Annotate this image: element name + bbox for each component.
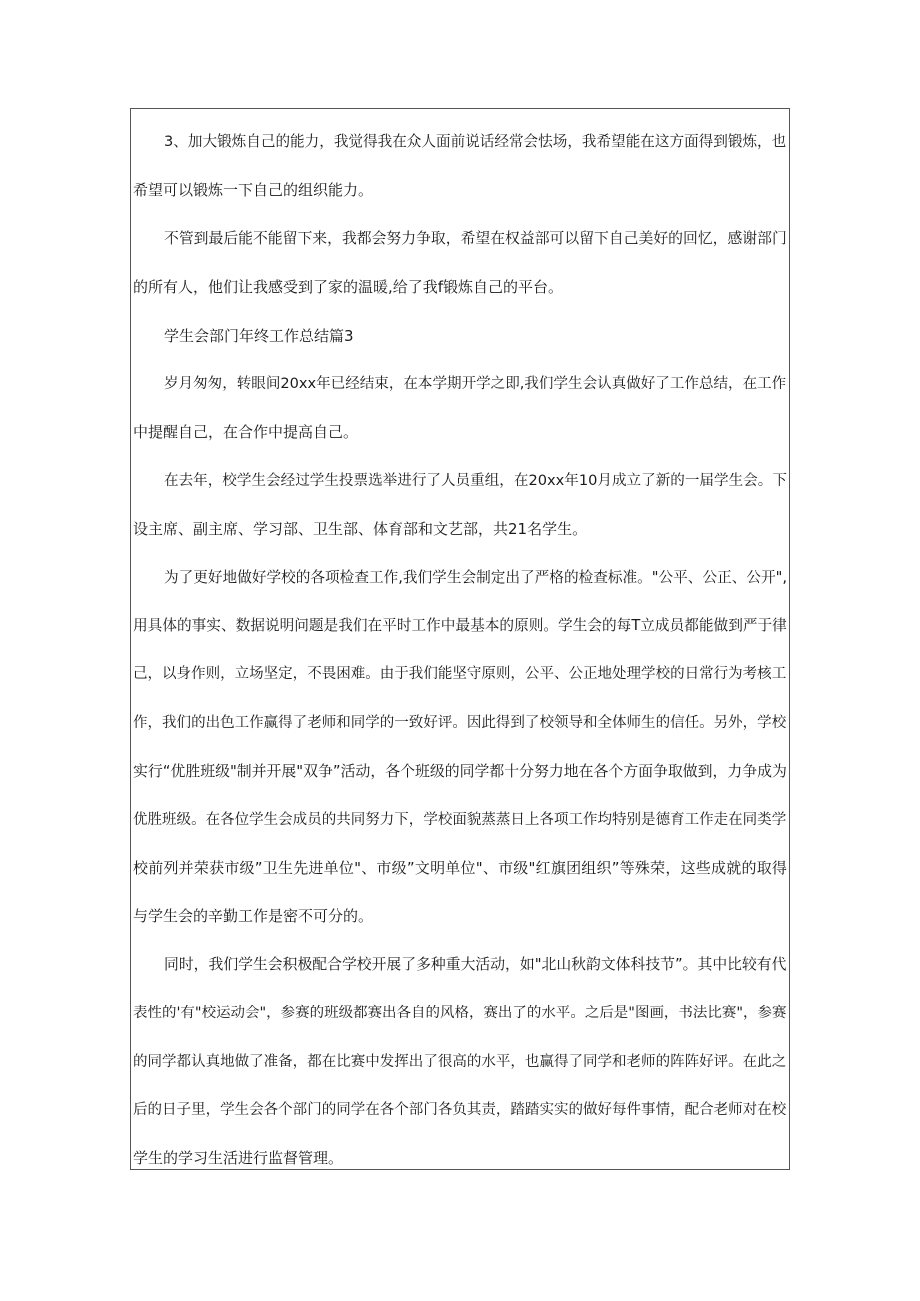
text-line: 的所有人，他们让我感受到了家的温暖,给了我f锻炼自己的平台。 bbox=[133, 278, 564, 296]
text-line: 用具体的事实、数据说明问题是我们在平时工作中最基本的原则。学生会的每T立成员都能做到严于律 bbox=[133, 617, 787, 634]
text-line: 表性的'有"校运动会"，参赛的班级都赛出各自的风格，赛出了的水平。之后是"图画，书法比赛"，参赛 bbox=[133, 1005, 787, 1021]
text-line: 作，我们的出色工作赢得了老师和同学的一致好评。因此得到了校领导和全体师生的信任。另外，学校 bbox=[133, 715, 787, 731]
text-line: 同时，我们学生会积极配合学校开展了多种重大活动，如"北山秋韵文体科技节”。其中比较有代 bbox=[164, 956, 787, 973]
text-line: 校前列并荣获市级”卫生先进单位"、市级”文明单位"、市级"红旗团组织”等殊荣，这些成就的取得 bbox=[133, 859, 788, 877]
text-line: 不管到最后能不能留下来，我都会努力争取，希望在权益部可以留下自己美好的回忆，感谢部门 bbox=[164, 230, 787, 247]
text-line: 为了更好地做好学校的各项检查工作,我们学生会制定出了严格的检查标准。"公平、公正、公开", bbox=[164, 569, 788, 586]
text-line: 岁月匆匆，转眼间20xx年已经结束，在本学期开学之即,我们学生会认真做好了工作总结，在工作 bbox=[164, 375, 787, 392]
text-line: 在去年，校学生会经过学生投票选举进行了人员重组，在20xx年10月成立了新的一届学生会。下 bbox=[164, 472, 787, 489]
text-line: 与学生会的辛勤工作是密不可分的。 bbox=[133, 907, 374, 925]
text-line: 优胜班级。在各位学生会成员的共同努力下，学校面貌蒸蒸日上各项工作均特别是德育工作走在同类学 bbox=[133, 812, 787, 828]
text-line: 学生的学习生活进行监督管理。 bbox=[133, 1149, 344, 1167]
section-heading: 学生会部门年终工作总结篇3 bbox=[164, 327, 354, 345]
text-line: 希望可以锻炼一下自己的组织能力。 bbox=[133, 181, 374, 199]
text-line: 实行“优胜班级"制并开展"双争”活动，各个班级的同学都十分努力地在各个方面争取做到，力争成为 bbox=[133, 762, 787, 780]
text-line: 后的日子里，学生会各个部门的同学在各个部门各负其责，踏踏实实的做好每件事情，配合老师对在校 bbox=[133, 1102, 787, 1118]
text-line: 设主席、副主席、学习部、卫生部、体育部和文艺部，共21名学生。 bbox=[133, 520, 588, 538]
text-line: 3、加大锻炼自己的能力，我觉得我在众人面前说话经常会怯场，我希望能在这方面得到锻炼，也 bbox=[164, 133, 787, 150]
text-line: 中提醒自己，在合作中提高自己。 bbox=[133, 423, 359, 441]
text-line: 己，以身作则，立场坚定，不畏困难。由于我们能坚守原则，公平、公正地处理学校的日常行为考核工 bbox=[133, 666, 787, 682]
text-line: 的同学都认真地做了准备，都在比赛中发挥出了很高的水平，也赢得了同学和老师的阵阵好评。在此之 bbox=[133, 1054, 787, 1070]
